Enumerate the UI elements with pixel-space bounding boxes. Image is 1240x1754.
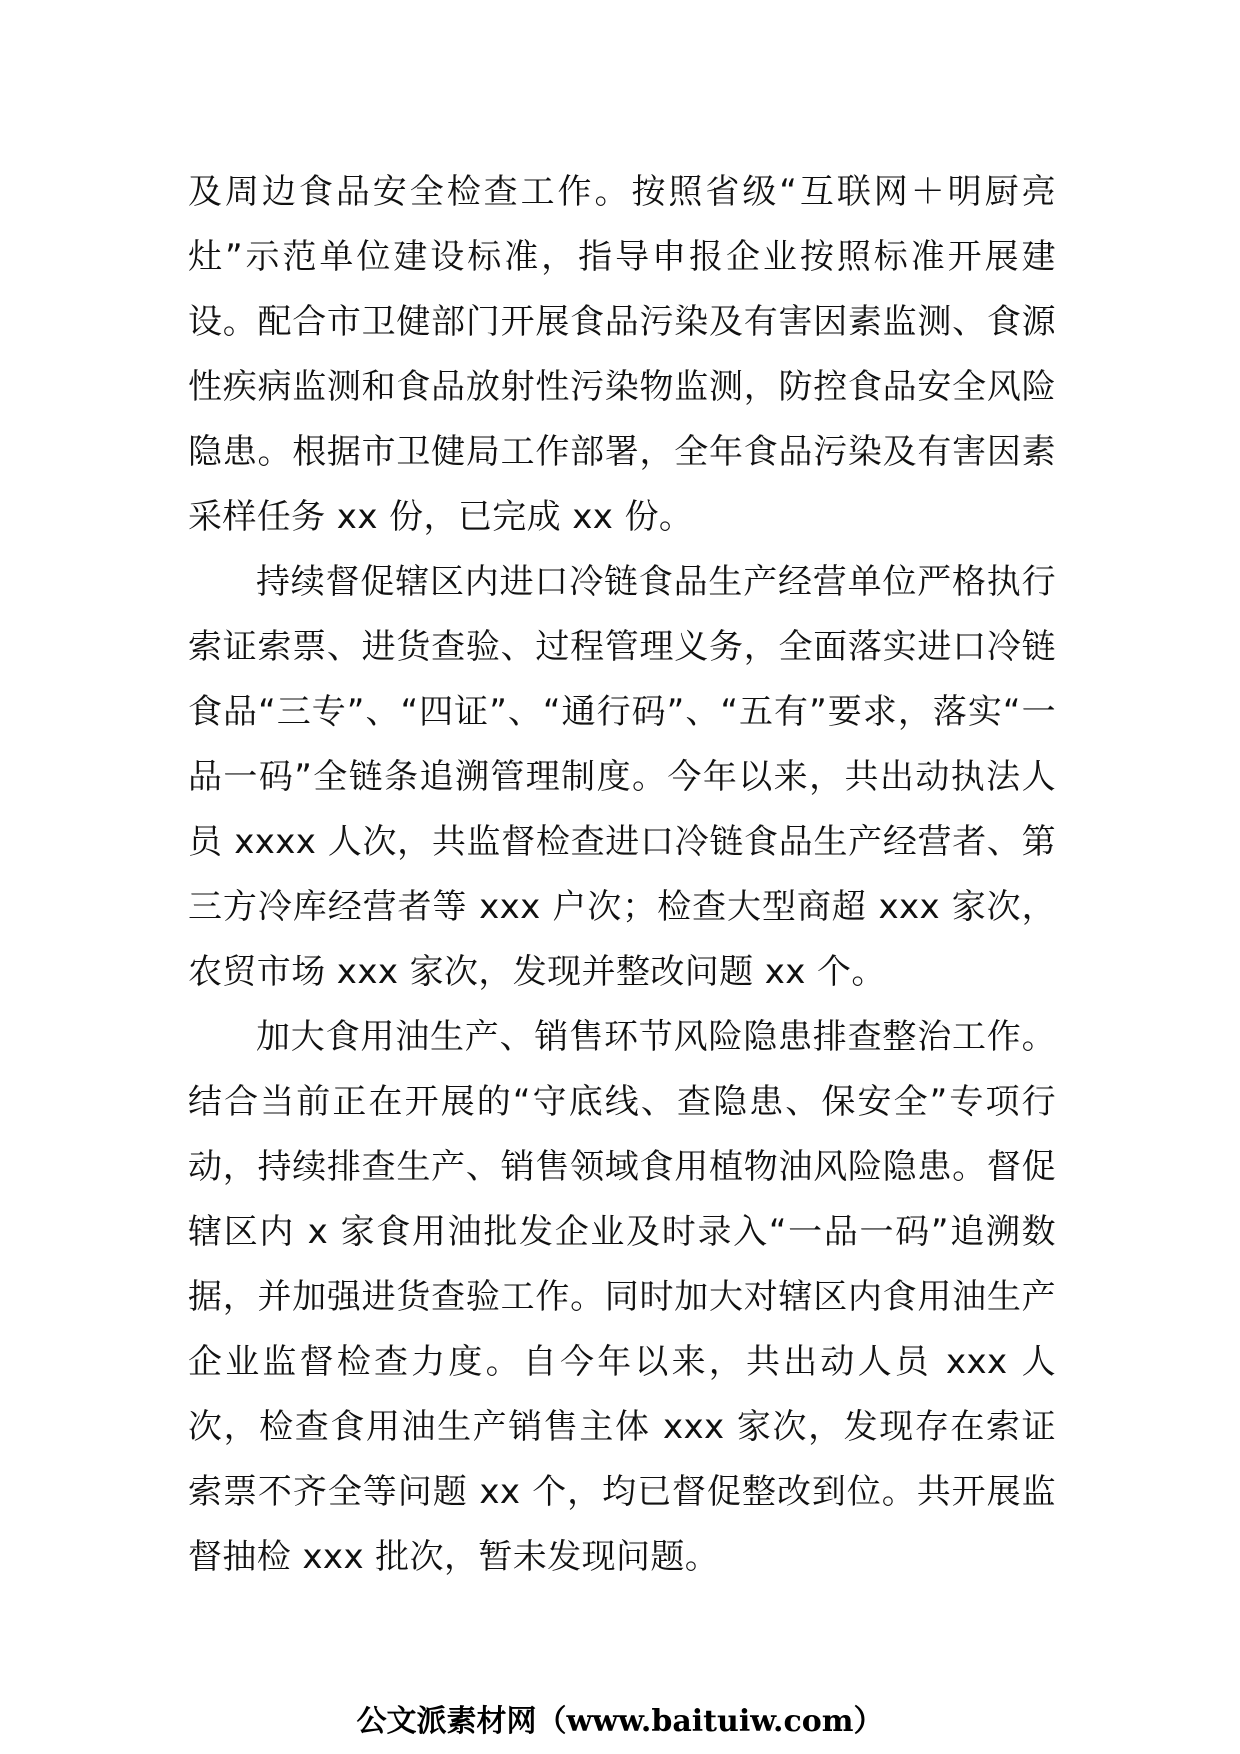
paragraph-edible-oil-inspection: 加大食用油生产、销售环节风险隐患排查整治工作。结合当前正在开展的“守底线、查隐患、保安全”专项行动，持续排查生产、销售领域食用植物油风险隐患。督促辖区内 x 家食用油批发企业及时录入“一品一码”追溯数据，并加强进货查验工作。同时加大对辖区内食用油生产企业监督检查力度。自今年以来，共出动人员 xxx 人次，检查食用油生产销售主体 xxx 家次，发现存在索证索票不齐全等问题 xx 个，均已督促整改到位。共开展监督抽检 xxx 批次，暂未发现问题。 (188, 1017, 1056, 1577)
paragraph-cold-chain-supervision: 持续督促辖区内进口冷链食品生产经营单位严格执行索证索票、进货查验、过程管理义务，全面落实进口冷链食品“三专”、“四证”、“通行码”、“五有”要求，落实“一品一码”全链条追溯管理制度。今年以来，共出动执法人员 xxxx 人次，共监督检查进口冷链食品生产经营者、第三方冷库经营者等 xxx 户次；检查大型商超 xxx 家次，农贸市场 xxx 家次，发现并整改问题 xx 个。 (188, 562, 1056, 992)
footer-watermark: 公文派素材网（www.baituiw.com） (356, 1704, 884, 1739)
document-body (188, 160, 1056, 1590)
paragraph-food-safety-inspection: 及周边食品安全检查工作。按照省级“互联网＋明厨亮灶”示范单位建设标准，指导申报企业按照标准开展建设。配合市卫健部门开展食品污染及有害因素监测、食源性疾病监测和食品放射性污染物监测，防控食品安全风险隐患。根据市卫健局工作部署，全年食品污染及有害因素采样任务 xx 份，已完成 xx 份。 (188, 172, 1056, 537)
